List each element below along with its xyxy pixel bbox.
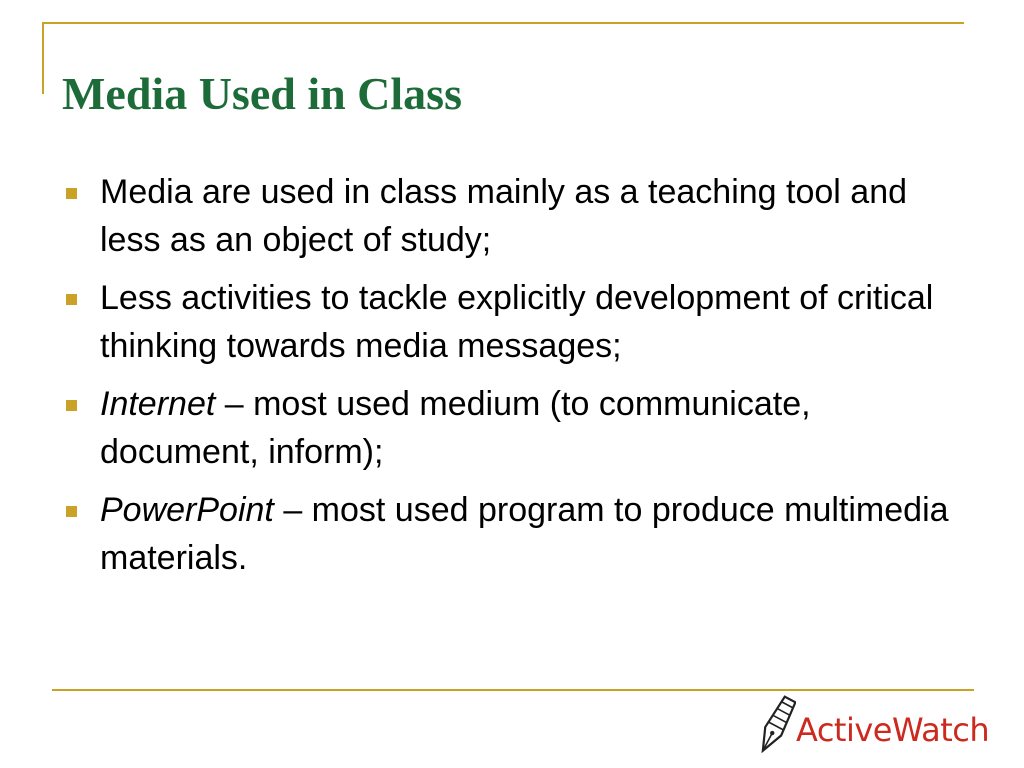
square-bullet-icon (66, 506, 77, 517)
bullet-item (62, 486, 962, 582)
square-bullet-icon (66, 294, 77, 305)
bullet-body: Media are used in class mainly as a teaching tool and less as an object of study; (100, 173, 908, 259)
bullet-body: – most used medium (to communicate, document, inform); (100, 385, 811, 471)
bullet-body: Less activities to tackle explicitly development of critical thinking towards media messages; (100, 279, 934, 365)
frame-bottom-line (52, 689, 974, 691)
square-bullet-icon (66, 400, 77, 411)
bullet-italic: PowerPoint (100, 491, 274, 529)
bullet-text (100, 279, 933, 365)
frame-left-line (42, 22, 44, 94)
activewatch-logo (756, 692, 1018, 762)
frame-top-line (42, 22, 964, 24)
fountain-pen-icon (756, 692, 796, 760)
bullet-item (62, 380, 962, 476)
logo-text: ActiveWatch (796, 711, 990, 749)
bullet-text (100, 491, 949, 577)
bullet-text (100, 385, 811, 471)
slide-title: Media Used in Class (62, 68, 462, 119)
bullet-body: – most used program to produce multimedia materials. (100, 491, 949, 577)
bullet-item (62, 274, 962, 370)
bullet-italic: Internet (100, 385, 216, 423)
bullet-list (62, 168, 962, 592)
bullet-text (100, 173, 907, 259)
bullet-item (62, 168, 962, 264)
square-bullet-icon (66, 188, 77, 199)
